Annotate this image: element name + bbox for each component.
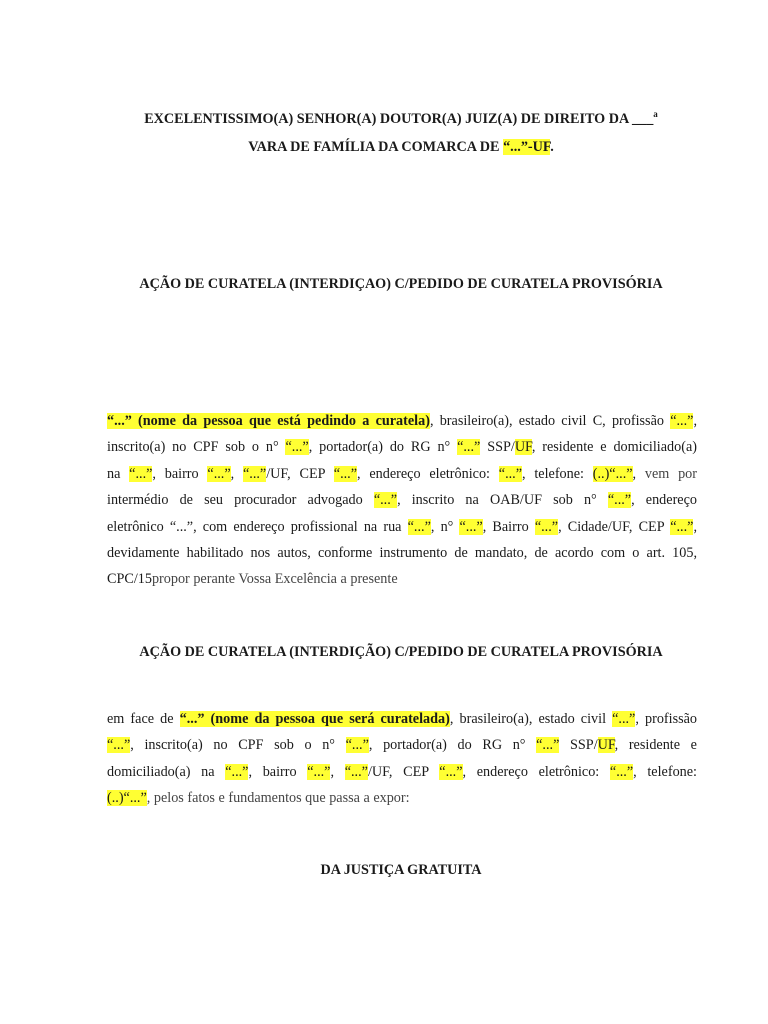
paragraph-line: devidamente habilitado nos autos, conforme instrumento de mandato, de acordo com o art. 105, <box>107 544 697 561</box>
text: /UF, CEP <box>266 465 334 482</box>
action-title: AÇÃO DE CURATELA (INTERDIÇAO) C/PEDIDO DE CURATELA PROVISÓRIA <box>139 276 663 292</box>
placeholder-highlight: “...” <box>242 465 267 482</box>
addressee-line-1 <box>0 105 768 133</box>
paragraph-line <box>107 732 697 758</box>
placeholder-highlight: “...” <box>107 737 131 754</box>
text: , Cidade/UF, CEP <box>558 518 671 535</box>
text: , n° <box>430 518 460 535</box>
text: , pelos fatos e fundamentos que passa a expor: <box>146 790 410 807</box>
text: domiciliado(a) na <box>107 763 226 780</box>
placeholder-highlight: “...” <box>536 737 560 754</box>
placeholder-highlight: “...” <box>670 518 694 535</box>
placeholder-highlight: “...” <box>607 492 632 509</box>
placeholder-highlight: “...” <box>670 413 694 429</box>
paragraph-line <box>107 706 697 732</box>
placeholder-highlight: “...” <box>333 465 358 482</box>
placeholder-highlight: “...” <box>307 763 331 780</box>
paragraph-line <box>107 759 697 785</box>
placeholder-highlight: “...” <box>609 763 634 780</box>
placeholder-highlight: “...” <box>534 518 559 535</box>
text: , residente e domiciliado(a) <box>531 439 697 456</box>
text: SSP/ <box>480 439 515 456</box>
placeholder-highlight: “...” <box>459 518 483 535</box>
placeholder-highlight: “...” <box>407 518 431 535</box>
respondent-paragraph <box>107 706 697 812</box>
placeholder-highlight: (..)“...” <box>107 790 147 807</box>
text: /UF, CEP <box>367 763 440 780</box>
paragraph-line <box>107 434 697 460</box>
text: , endereço eletrônico: <box>462 763 610 780</box>
placeholder-highlight: “...” <box>612 711 636 727</box>
text: propor perante Vossa Excelência a presente <box>151 571 398 588</box>
placeholder-highlight: “...” <box>345 737 369 754</box>
section-heading-free-justice: DA JUSTIÇA GRATUITA <box>320 862 482 878</box>
text: , <box>330 763 345 780</box>
addressee-text-2: VARA DE FAMÍLIA DA COMARCA DE <box>248 139 504 155</box>
text: , telefone: <box>522 465 593 482</box>
placeholder-highlight: UF <box>597 737 615 754</box>
placeholder-highlight: “...” <box>439 763 463 780</box>
text: inscrito(a) no CPF sob o n° <box>107 439 286 456</box>
paragraph-line <box>107 566 697 592</box>
text: vem por <box>644 465 697 482</box>
text: CPC/15 <box>107 571 152 588</box>
addressee-text: EXCELENTISSIMO(A) SENHOR(A) DOUTOR(A) JUIZ(A) DE DIREITO DA ___ <box>144 111 654 127</box>
placeholder-highlight: “...” <box>344 763 368 780</box>
placeholder-highlight: (..)“...” <box>592 465 633 482</box>
petitioner-name-placeholder: “...” (nome da pessoa que está pedindo a curatela) <box>107 413 430 429</box>
text: , <box>632 465 645 482</box>
paragraph-line <box>107 408 697 434</box>
paragraph-line <box>107 461 697 487</box>
text: em face de <box>107 711 180 727</box>
paragraph-line <box>107 785 697 811</box>
text: , inscrito(a) no CPF sob o n° <box>130 737 346 754</box>
text: , <box>693 413 697 429</box>
text: , bairro <box>248 763 308 780</box>
text: , brasileiro(a), estado civil C, profissão <box>429 413 671 429</box>
addressee-line-2 <box>0 133 768 161</box>
text: , residente e <box>614 737 697 754</box>
respondent-name-placeholder: “...” (nome da pessoa que será curatelada) <box>179 711 450 727</box>
placeholder-highlight: “...” <box>129 465 153 482</box>
ordinal-superscript: a <box>653 109 658 119</box>
text: , endereço <box>631 492 697 509</box>
text: , telefone: <box>633 763 697 780</box>
text: , <box>693 518 697 535</box>
text: , bairro <box>152 465 208 482</box>
placeholder-highlight: “...” <box>207 465 231 482</box>
text: SSP/ <box>559 737 598 754</box>
placeholder-highlight: “...” <box>498 465 523 482</box>
text: , portador(a) do RG n° <box>368 737 537 754</box>
placeholder-highlight: “...” <box>373 492 398 509</box>
text: intermédio de seu procurador advogado <box>107 492 374 509</box>
addressee-heading <box>0 105 768 161</box>
text: , endereço eletrônico: <box>357 465 499 482</box>
placeholder-highlight: “...” <box>285 439 309 456</box>
petitioner-paragraph <box>107 408 697 593</box>
action-title-repeat: AÇÃO DE CURATELA (INTERDIÇÃO) C/PEDIDO DE CURATELA PROVISÓRIA <box>139 644 663 660</box>
text: eletrônico “...”, com endereço profissional na rua <box>107 518 408 535</box>
text: , portador(a) do RG n° <box>308 439 458 456</box>
text: , profissão <box>635 711 697 727</box>
placeholder-highlight: UF <box>514 439 532 456</box>
placeholder-highlight: “...” <box>225 763 249 780</box>
text: , inscrito na OAB/UF sob n° <box>397 492 608 509</box>
placeholder-highlight: “...”-UF <box>503 139 551 155</box>
punctuation: . <box>550 139 554 155</box>
text: , <box>230 465 243 482</box>
paragraph-line <box>107 487 697 513</box>
text: , Bairro <box>482 518 535 535</box>
paragraph-line <box>107 514 697 540</box>
text: , brasileiro(a), estado civil <box>449 711 613 727</box>
text: na <box>107 465 130 482</box>
placeholder-highlight: “...” <box>457 439 481 456</box>
